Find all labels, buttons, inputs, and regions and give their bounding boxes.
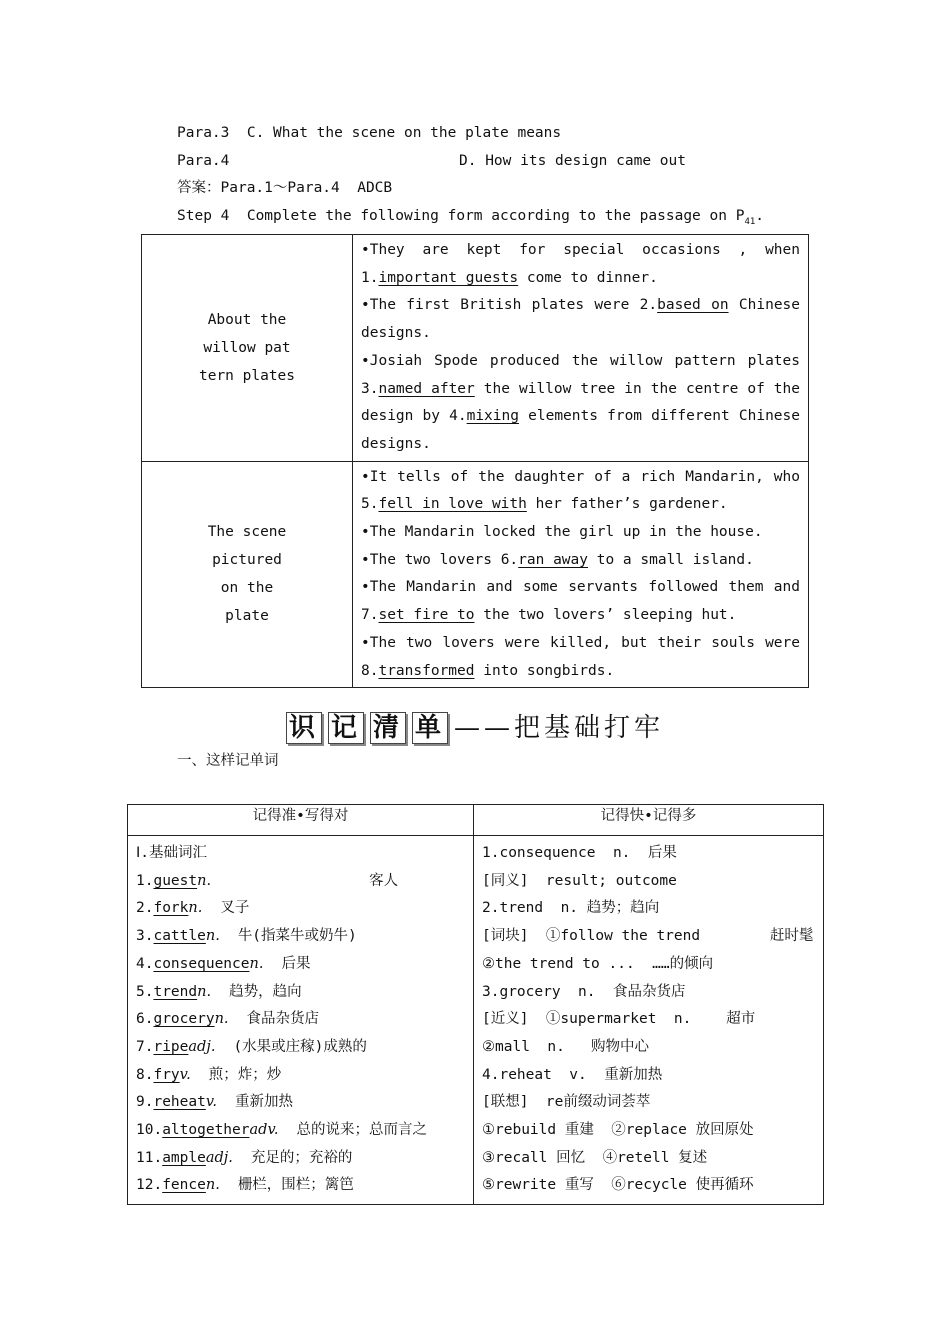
row-content-scene bbox=[353, 461, 809, 688]
vocab-word: trend bbox=[153, 983, 198, 1000]
bullet-text: the willow tree in the centre of the design by 4. bbox=[361, 380, 800, 425]
bullet-item bbox=[361, 519, 800, 547]
answer-blank: important guests bbox=[378, 269, 519, 286]
vocab-word: cattle bbox=[153, 928, 206, 945]
memory-tip-line: ①rebuild 重建 ②replace 放回原处 bbox=[482, 1122, 754, 1139]
answer-blank: mixing bbox=[466, 408, 519, 425]
para3-line: Para.3 C. What the scene on the plate means bbox=[177, 125, 562, 141]
answer-blank: fell in love with bbox=[378, 496, 527, 513]
bullet-item bbox=[361, 237, 800, 292]
memory-tip-line: 2.trend n. 趋势；趋向 bbox=[482, 900, 660, 917]
vocab-item bbox=[136, 1034, 465, 1062]
bullet-item bbox=[361, 464, 800, 519]
vocab-number: 4. bbox=[136, 955, 154, 972]
bullet-text: •The Mandarin locked the girl up in the house. bbox=[361, 524, 763, 541]
vocab-pos: v. bbox=[205, 1094, 217, 1111]
vocab-item bbox=[136, 1062, 465, 1090]
memory-tip-line: [联想] re前缀动词荟萃 bbox=[482, 1094, 651, 1111]
vocab-pos: adj. bbox=[188, 1038, 216, 1055]
bullet-text: •The first British plates were bbox=[361, 297, 640, 314]
bullet-item bbox=[361, 574, 800, 629]
section-title bbox=[0, 707, 950, 744]
vocab-pos: n. bbox=[249, 955, 264, 972]
vocab-number: 7. bbox=[136, 1038, 154, 1055]
memory-tip-line: ⑤rewrite 重写 ⑥recycle 使再循环 bbox=[482, 1177, 754, 1194]
row-content-willow bbox=[353, 235, 809, 462]
blank-number: 8. bbox=[361, 662, 379, 679]
vocab-number: 1. bbox=[136, 872, 154, 889]
vocab-word: reheat bbox=[153, 1094, 206, 1111]
section-title-char: 识 bbox=[286, 712, 322, 744]
bullet-item bbox=[361, 630, 800, 685]
blank-number: 7. bbox=[361, 607, 379, 624]
step4-text: Step 4 Complete the following form according to the passage on P bbox=[177, 208, 745, 224]
answer-blank: named after bbox=[378, 380, 475, 397]
memory-tip-line: ②mall n. 购物中心 bbox=[482, 1038, 650, 1055]
vocab-pos: adv. bbox=[249, 1122, 279, 1139]
bullet-text: •The two lovers bbox=[361, 551, 501, 568]
vocab-pos: adj. bbox=[205, 1149, 233, 1166]
vocab-word: fry bbox=[153, 1066, 180, 1083]
vocab-item bbox=[136, 951, 465, 979]
memory-tip-line: ②the trend to ... ……的倾向 bbox=[482, 955, 714, 972]
vocab-pos: v. bbox=[179, 1066, 191, 1083]
row-label-scene bbox=[142, 461, 353, 688]
vocab-meaning: 栅栏，围栏；篱笆 bbox=[237, 1177, 354, 1194]
section-title-char: 单 bbox=[412, 712, 448, 744]
blank-number: 6. bbox=[500, 551, 519, 568]
vocab-word: grocery bbox=[153, 1011, 215, 1028]
vocab-number: 10. bbox=[136, 1122, 163, 1139]
row-label-line: plate bbox=[225, 608, 269, 625]
bullet-text: the two lovers’ sleeping hut. bbox=[474, 607, 737, 624]
row-label-line: willow pat bbox=[203, 339, 291, 356]
vocab-number: 5. bbox=[136, 983, 154, 1000]
bullet-text: her father’s gardener. bbox=[526, 496, 728, 513]
para4-label: Para.4 bbox=[177, 153, 230, 169]
answer-blank: based on bbox=[657, 297, 729, 314]
memory-tip-line: [近义] ①supermarket n. 超市 bbox=[482, 1011, 756, 1028]
step4-subscript: 41 bbox=[744, 216, 756, 227]
table-row bbox=[142, 461, 809, 688]
vocab-pos: n. bbox=[205, 1177, 220, 1194]
vocab-number: 2. bbox=[136, 900, 154, 917]
section-title-char: 记 bbox=[328, 712, 364, 744]
answer-line: 答案：Para.1～Para.4 ADCB bbox=[177, 180, 393, 196]
basic-vocab-column bbox=[128, 836, 474, 1205]
vocab-number: 12. bbox=[136, 1177, 163, 1194]
blank-number: 5. bbox=[361, 496, 379, 513]
memory-tip-line: [同义] result; outcome bbox=[482, 872, 677, 889]
willow-pattern-table bbox=[141, 234, 809, 688]
vocab-number: 3. bbox=[136, 928, 154, 945]
vocab-item bbox=[136, 923, 465, 951]
section-title-char: 清 bbox=[370, 712, 406, 744]
vocab-item bbox=[136, 1117, 465, 1145]
vocab-meaning: 重新加热 bbox=[234, 1094, 293, 1111]
vocab-meaning: 煎；炸；炒 bbox=[208, 1066, 282, 1083]
row-label-line: tern plates bbox=[198, 367, 296, 384]
header-left: 记得准•写得对 bbox=[128, 805, 474, 836]
answer-blank: set fire to bbox=[378, 607, 475, 624]
table-row bbox=[128, 836, 824, 1205]
header-right: 记得快•记得多 bbox=[474, 805, 824, 836]
bullet-text: •It tells of the daughter of a rich Mandarin, who bbox=[361, 468, 800, 485]
bullet-item bbox=[361, 292, 800, 347]
vocab-meaning: 后果 bbox=[281, 955, 311, 972]
memory-tip-line: ③recall 回忆 ④retell 复述 bbox=[482, 1149, 708, 1166]
answer-blank: transformed bbox=[378, 662, 475, 679]
basic-vocab-title: Ⅰ.基础词汇 bbox=[136, 845, 208, 861]
bullet-text: come to dinner. bbox=[518, 269, 658, 286]
vocab-meaning: 叉子 bbox=[220, 900, 250, 917]
vocab-item bbox=[136, 979, 465, 1007]
vocab-word: fork bbox=[153, 900, 189, 917]
row-label-line: on the bbox=[220, 580, 274, 597]
vocab-word: ripe bbox=[153, 1038, 189, 1055]
vocab-meaning: (水果或庄稼)成熟的 bbox=[233, 1038, 367, 1055]
vocab-meaning: 客人 bbox=[369, 872, 399, 889]
vocab-number: 6. bbox=[136, 1011, 154, 1028]
bullet-text: •The Mandarin and some servants followed them and bbox=[361, 579, 800, 596]
vocab-item bbox=[136, 1145, 465, 1173]
step4-line bbox=[177, 206, 764, 232]
vocab-meaning: 食品杂货店 bbox=[246, 1011, 320, 1028]
para4-answer: D. How its design came out bbox=[459, 153, 686, 169]
bullet-text: to a small island. bbox=[588, 551, 754, 568]
bullet-text: •The two lovers were killed, but their souls were bbox=[361, 634, 800, 651]
vocab-word: altogether bbox=[162, 1122, 250, 1139]
vocab-pos: n. bbox=[197, 872, 212, 889]
vocab-meaning: 趋势，趋向 bbox=[229, 983, 302, 1000]
vocab-number: 8. bbox=[136, 1066, 154, 1083]
table-row bbox=[142, 235, 809, 462]
bullet-text: •Josiah Spode produced the willow pattern plates bbox=[361, 352, 800, 369]
bullet-item bbox=[361, 547, 800, 575]
vocabulary-table bbox=[127, 804, 824, 1205]
vocab-item bbox=[136, 895, 465, 923]
answer-blank: ran away bbox=[518, 551, 588, 568]
blank-number: 1. bbox=[361, 269, 379, 286]
vocab-meaning: 充足的；充裕的 bbox=[250, 1149, 353, 1166]
memory-tip-line: 1.consequence n. 后果 bbox=[482, 845, 677, 861]
blank-number: 2. bbox=[639, 297, 658, 314]
memory-tips-column bbox=[474, 836, 824, 1205]
vocab-pos: n. bbox=[214, 1011, 229, 1028]
vocab-number: 9. bbox=[136, 1094, 154, 1111]
row-label-line: The scene bbox=[207, 524, 287, 541]
memory-tip-line: [词块] ①follow the trend 赶时髦 bbox=[482, 928, 814, 945]
bullet-text: into songbirds. bbox=[474, 662, 615, 679]
bullet-text: Chinese designs. bbox=[361, 297, 801, 342]
memory-tip-line: 3.grocery n. 食品杂货店 bbox=[482, 983, 686, 1000]
section-title-rest: ——把基础打牢 bbox=[454, 713, 665, 743]
vocab-pos: n. bbox=[188, 900, 203, 917]
vocab-word: consequence bbox=[153, 955, 250, 972]
vocab-pos: n. bbox=[197, 983, 212, 1000]
blank-number: 3. bbox=[361, 380, 379, 397]
vocab-number: 11. bbox=[136, 1149, 163, 1166]
vocab-item bbox=[136, 1172, 465, 1200]
vocab-meaning: 总的说来；总而言之 bbox=[296, 1122, 428, 1139]
vocab-item bbox=[136, 1089, 465, 1117]
bullet-text: •They are kept for special occasions , when bbox=[361, 242, 800, 258]
section-subtitle: 一、这样记单词 bbox=[177, 753, 279, 769]
bullet-item bbox=[361, 348, 800, 459]
vocab-item bbox=[136, 1006, 465, 1034]
row-label-line: pictured bbox=[212, 552, 282, 569]
step4-end: . bbox=[755, 208, 765, 224]
memory-tip-line: 4.reheat v. 重新加热 bbox=[482, 1066, 663, 1083]
vocab-word: guest bbox=[153, 872, 198, 889]
vocab-pos: n. bbox=[205, 928, 220, 945]
vocab-meaning: 牛(指菜牛或奶牛) bbox=[237, 928, 357, 945]
vocab-word: ample bbox=[162, 1149, 206, 1166]
vocab-item bbox=[136, 868, 465, 896]
bullet-text: elements from different Chinese designs. bbox=[361, 408, 800, 452]
vocab-word: fence bbox=[162, 1177, 206, 1194]
table-header-row bbox=[128, 805, 824, 836]
row-label-willow bbox=[142, 235, 353, 462]
row-label-line: About the bbox=[207, 311, 287, 328]
